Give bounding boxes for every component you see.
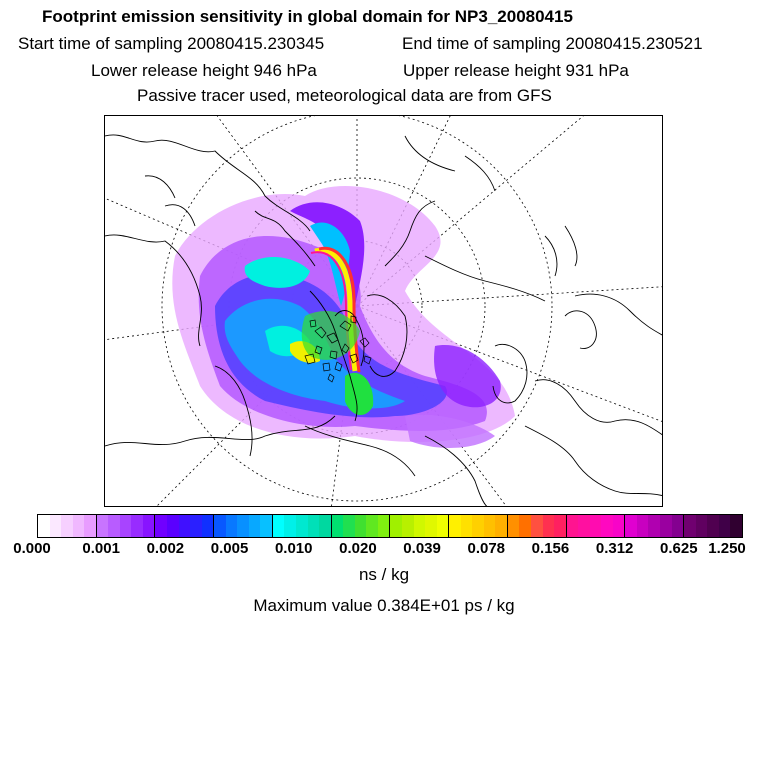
colorbar-swatch <box>61 515 73 537</box>
map-panel <box>104 115 663 507</box>
colorbar-tick-label: 1.250 <box>708 540 746 557</box>
colorbar-tick-label: 0.020 <box>339 540 377 557</box>
colorbar-swatch <box>590 515 602 537</box>
colorbar-tick-label: 0.005 <box>210 540 249 557</box>
colorbar-swatch <box>414 515 426 537</box>
colorbar-swatch <box>578 515 590 537</box>
colorbar-tick-label: 0.625 <box>660 540 698 557</box>
emission-plume <box>172 186 515 448</box>
units-label: ns / kg <box>358 565 410 584</box>
colorbar-swatch <box>237 515 249 537</box>
colorbar-swatch <box>38 515 50 537</box>
colorbar-swatch <box>707 515 719 537</box>
colorbar-swatch <box>684 515 696 537</box>
colorbar-swatch <box>167 515 179 537</box>
colorbar-swatch <box>273 515 285 537</box>
colorbar-swatch <box>390 515 402 537</box>
colorbar-swatch <box>637 515 649 537</box>
colorbar-swatch <box>260 515 273 537</box>
colorbar-swatch <box>284 515 296 537</box>
colorbar-tick-label: 0.156 <box>531 540 570 557</box>
colorbar-tick-label: 0.000 <box>13 540 51 557</box>
colorbar-swatch <box>660 515 672 537</box>
tracer-note: Passive tracer used, meteorological data are from GFS <box>137 86 552 105</box>
colorbar-swatch <box>402 515 414 537</box>
colorbar-swatch <box>672 515 685 537</box>
colorbar-swatch <box>508 515 520 537</box>
colorbar-swatch <box>531 515 543 537</box>
end-time-label: End time of sampling 20080415.230521 <box>402 34 703 53</box>
colorbar-swatch <box>84 515 97 537</box>
colorbar-swatch <box>131 515 143 537</box>
polar-map <box>105 116 663 507</box>
colorbar-swatch <box>449 515 461 537</box>
colorbar-swatch <box>366 515 378 537</box>
colorbar-swatch <box>202 515 215 537</box>
colorbar-swatch <box>355 515 367 537</box>
colorbar-swatch <box>120 515 132 537</box>
colorbar-swatch <box>554 515 567 537</box>
colorbar-swatch <box>73 515 85 537</box>
colorbar-swatch <box>730 515 742 537</box>
colorbar-tick-label: 0.312 <box>595 540 634 557</box>
colorbar-swatch <box>378 515 391 537</box>
colorbar-swatch <box>625 515 637 537</box>
colorbar-swatch <box>343 515 355 537</box>
colorbar-swatch <box>190 515 202 537</box>
colorbar-swatch <box>155 515 167 537</box>
colorbar-tick-label: 0.010 <box>274 540 313 557</box>
colorbar-swatch <box>543 515 555 537</box>
colorbar-swatch <box>437 515 450 537</box>
colorbar-swatch <box>472 515 484 537</box>
colorbar-swatch <box>719 515 731 537</box>
colorbar-swatch <box>214 515 226 537</box>
colorbar-tick-label: 0.039 <box>403 540 441 557</box>
colorbar-tick-label: 0.001 <box>82 540 120 557</box>
colorbar-swatch <box>226 515 238 537</box>
colorbar-swatch <box>601 515 613 537</box>
colorbar-swatch <box>308 515 320 537</box>
colorbar-swatch <box>50 515 62 537</box>
plot-title: Footprint emission sensitivity in global domain for NP3_20080415 <box>42 7 573 26</box>
colorbar-swatch <box>97 515 109 537</box>
colorbar-swatch <box>332 515 344 537</box>
colorbar-swatch <box>696 515 708 537</box>
upper-height-label: Upper release height 931 hPa <box>403 61 629 80</box>
lower-height-label: Lower release height 946 hPa <box>91 61 317 80</box>
colorbar-swatch <box>296 515 308 537</box>
colorbar-swatch <box>425 515 437 537</box>
colorbar-swatch <box>484 515 496 537</box>
colorbar-swatch <box>648 515 660 537</box>
maximum-value-label: Maximum value 0.384E+01 ps / kg <box>253 596 515 615</box>
colorbar-tick-label: 0.002 <box>146 540 185 557</box>
start-time-label: Start time of sampling 20080415.230345 <box>18 34 325 53</box>
colorbar-swatch <box>319 515 332 537</box>
colorbar-tick-label: 0.078 <box>467 540 506 557</box>
colorbar-swatch <box>613 515 626 537</box>
colorbar-swatch <box>108 515 120 537</box>
colorbar-swatch <box>495 515 508 537</box>
colorbar <box>37 514 743 538</box>
colorbar-swatch <box>461 515 473 537</box>
colorbar-swatch <box>567 515 579 537</box>
colorbar-swatch <box>179 515 191 537</box>
colorbar-swatch <box>519 515 531 537</box>
colorbar-swatch <box>143 515 156 537</box>
colorbar-swatch <box>249 515 261 537</box>
